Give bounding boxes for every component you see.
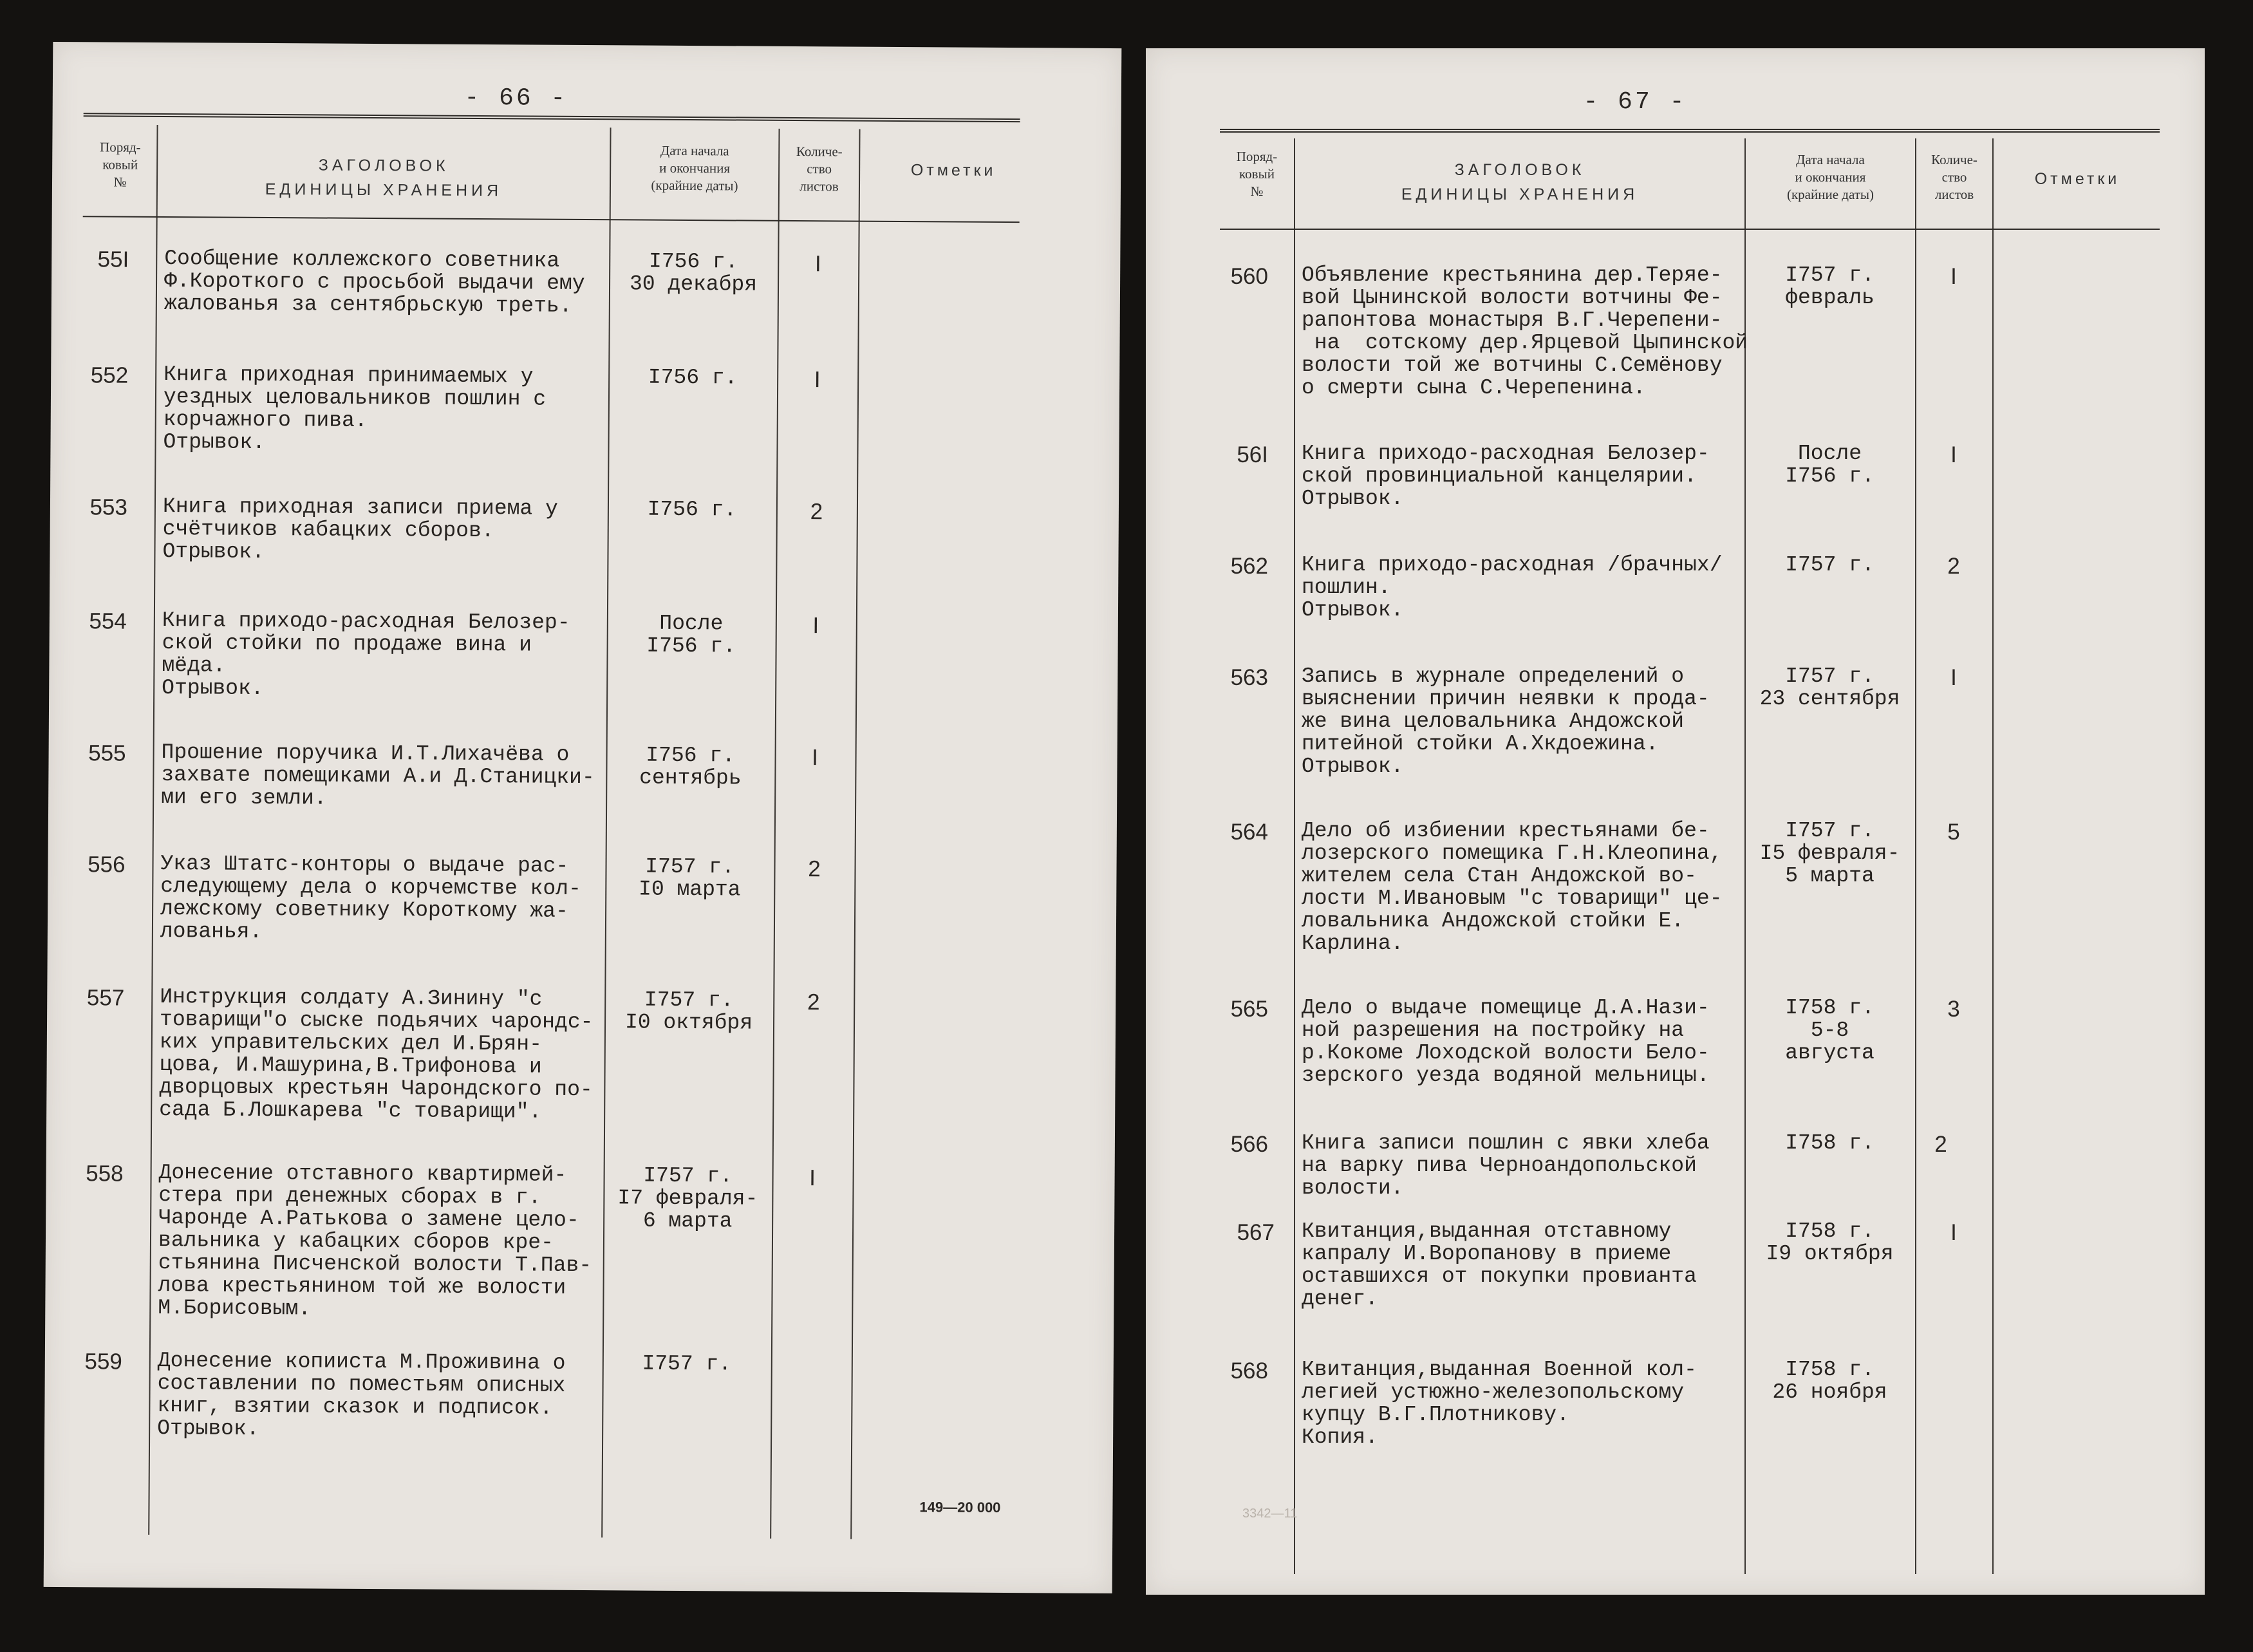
entry-dates: I756 г. 30 декабря: [629, 249, 758, 297]
column-divider: [770, 129, 780, 1539]
entry-title: Прошение поручика И.Т.Лихачёва о захвате помещиками А.и Д.Станицки- ми его земли.: [161, 740, 595, 811]
list-item: [49, 740, 1117, 811]
entry-dates: I757 г.: [642, 1351, 732, 1376]
entry-sheets: I: [1950, 1220, 1957, 1245]
entry-number: 558: [86, 1161, 124, 1187]
list-item: [50, 494, 1119, 564]
entry-title: Дело о выдаче помещице Д.А.Нази- ной разрешения на постройку на р.Кокоме Лоходской волости Бело- зерского уезда водяной мельницы.: [1302, 996, 1710, 1087]
header-title: ЗАГОЛОВОК ЕДИНИЦЫ ХРАНЕНИЯ: [265, 156, 503, 200]
entry-title: Книга приходо-расходная /брачных/ пошлин. Отрывок.: [1302, 553, 1723, 622]
entry-dates: I757 г. I7 февраля- 6 марта: [617, 1163, 758, 1234]
entry-dates: I757 г. февраль: [1785, 263, 1874, 310]
entry-title: Донесение копииста М.Проживина о составлении по поместьям описных книг, взятии сказок и подписок. Отрывок.: [157, 1348, 566, 1441]
entry-dates: I757 г. I0 октября: [624, 988, 753, 1035]
entry-dates: После I756 г.: [646, 611, 736, 659]
column-divider: [1915, 138, 1916, 1574]
entry-dates: I758 г. I9 октября: [1766, 1219, 1894, 1266]
entry-title: Дело об избиении крестьянами бе- лозерского помещика Г.Н.Клеопина, жителем села Стан Андожской во- лости М.Ивановым "с товарищи" це- ловальника Андожской стойки Е. Карлина.: [1302, 819, 1723, 955]
entry-dates: I757 г. I5 февраля- 5 марта: [1759, 819, 1900, 888]
entry-sheets: 5: [1947, 820, 1960, 845]
entry-dates: I758 г. 5-8 августа: [1785, 996, 1874, 1065]
entry-number: 554: [89, 608, 127, 634]
entry-dates: I757 г. I0 марта: [638, 854, 741, 902]
header-rule: [83, 216, 1020, 223]
entry-number: 563: [1230, 665, 1268, 690]
entry-number: 568: [1230, 1358, 1268, 1384]
entry-dates: После I756 г.: [1785, 442, 1874, 488]
header-dates: Дата начала и окончания (крайние даты): [651, 142, 738, 194]
column-divider: [601, 127, 611, 1537]
entry-dates: I756 г.: [647, 497, 737, 522]
print-mark: 149—20 000: [919, 1499, 1001, 1516]
entry-title: Инструкция солдату А.Зинину "с товарищи"о сыске подьячих чарондс- ких управительских дел И.Брян- цова, И.Машурина,В.Трифонова и дворцовых крестьян Чарондского по- сада Б.Лошкарева "с товарищи".: [159, 984, 594, 1124]
entry-sheets: I: [1950, 442, 1957, 467]
list-item: [48, 851, 1117, 944]
entry-dates: I757 г.: [1785, 553, 1874, 577]
entry-number: 557: [86, 985, 125, 1011]
entry-sheets: I: [1950, 665, 1957, 690]
entry-dates: I757 г. 23 сентября: [1759, 664, 1900, 711]
entry-number: 560: [1230, 264, 1268, 289]
entry-sheets: I: [812, 745, 819, 771]
header-sheets: Количе- ство листов: [796, 144, 843, 194]
entry-number: 55I: [97, 247, 129, 272]
entry-number: 562: [1230, 554, 1268, 579]
header-dates: Дата начала и окончания (крайние даты): [1786, 152, 1874, 202]
entry-sheets: I: [1950, 264, 1957, 289]
entry-title: Книга приходная записи приема у счётчиков кабацких сборов. Отрывок.: [162, 494, 558, 564]
entry-sheets: 2: [810, 499, 823, 525]
column-divider: [148, 125, 158, 1535]
entry-number: 553: [89, 494, 128, 520]
list-item: [50, 608, 1118, 700]
entry-dates: I756 г.: [648, 365, 738, 390]
entry-dates: I756 г. сентябрь: [639, 743, 742, 791]
entry-title: Квитанция,выданная отставному капралу И.Воропанову в приеме оставшихся от покупки провианта денег.: [1302, 1219, 1697, 1311]
entry-dates: I758 г.: [1785, 1131, 1874, 1155]
top-rule: [84, 113, 1020, 122]
entry-number: 564: [1230, 820, 1268, 845]
entry-number: 566: [1230, 1132, 1268, 1157]
list-item: [51, 247, 1120, 318]
entry-sheets: [771, 1353, 852, 1354]
top-rule: [1220, 129, 2160, 133]
entry-title: Книга приходо-расходная Белозер- ской стойки по продаже вина и мёда. Отрывок.: [162, 608, 570, 700]
header-marks: Отметки: [910, 161, 996, 180]
entry-dates: I758 г. 26 ноября: [1772, 1358, 1887, 1404]
entry-sheets: I: [814, 367, 821, 393]
entry-number: 565: [1230, 997, 1268, 1022]
page-number: - 67 -: [1583, 88, 1687, 116]
entry-number: 559: [84, 1349, 122, 1375]
entry-title: Книга приходная принимаемых у уездных целовальников пошлин с корчажного пива. Отрывок.: [163, 362, 547, 455]
entry-number: 556: [88, 852, 126, 878]
entry-title: Запись в журнале определений о выяснении причин неявки к прода- же вина целовальника Андожской питейной стойки А.Хкдоежина. Отрывок.: [1302, 664, 1710, 778]
header-no: Поряд- ковый №: [100, 139, 141, 190]
list-item: [47, 984, 1116, 1124]
entry-sheets: 2: [807, 990, 820, 1015]
entry-sheets: 2: [1947, 554, 1960, 579]
entry-sheets: I: [809, 1165, 816, 1191]
header-sheets: Количе- ство листов: [1931, 152, 1977, 202]
entry-sheets: I: [814, 251, 821, 277]
column-divider: [850, 129, 860, 1539]
header-rule: [1220, 229, 2160, 230]
entry-number: 56I: [1237, 442, 1268, 467]
list-item: [45, 1348, 1114, 1441]
entry-sheets: 2: [1934, 1132, 1947, 1157]
column-divider: [1992, 138, 1994, 1574]
entry-number: 567: [1237, 1220, 1275, 1245]
page-number: - 66 -: [464, 84, 568, 113]
left-page: [44, 42, 1122, 1593]
entry-title: Донесение отставного квартирмей- стера при денежных сборах в г. Чаронде А.Ратькова о замене цело- вальника у кабацких сборов кре- стьянина Писченской волости Т.Пав- лова крестьянином той же волости М.Борисовым.: [158, 1160, 592, 1321]
entry-sheets: I: [812, 613, 819, 639]
entry-title: Квитанция,выданная Военной кол- легией устюжно-железопольскому купцу В.Г.Плотникову. Копия.: [1302, 1358, 1697, 1449]
header-title: ЗАГОЛОВОК ЕДИНИЦЫ ХРАНЕНИЯ: [1401, 161, 1639, 203]
entry-sheets: 2: [808, 856, 821, 882]
column-divider: [1294, 138, 1295, 1574]
list-item: [46, 1160, 1115, 1321]
list-item: [51, 362, 1119, 455]
entry-title: Объявление крестьянина дер.Теряе- вой Цынинской волости вотчины Фе- рапонтова монастыря В.Г.Черепени- на сотскому дер.Ярцевой Цыпинской волости той же вотчины С.Семёнову о смерти сына С.Черепенина.: [1302, 263, 1748, 400]
entry-title: Сообщение коллежского советника Ф.Короткого с просьбой выдачи ему жалованья за сентябрьскую треть.: [164, 247, 585, 318]
entry-title: Книга записи пошлин с явки хлеба на варку пива Черноандопольской волости.: [1302, 1131, 1710, 1200]
entry-title: Книга приходо-расходная Белозер- ской провинциальной канцелярии. Отрывок.: [1302, 442, 1710, 511]
entry-title: Указ Штатс-конторы о выдаче рас- следующему дела о корчемстве кол- лежскому советнику Короткому жа- лованья.: [160, 851, 581, 944]
entry-number: 552: [90, 362, 129, 388]
right-page: [1146, 48, 2205, 1595]
faint-mark: 3342—11: [1242, 1507, 1298, 1521]
entry-sheets: 3: [1947, 997, 1960, 1022]
header-marks: Отметки: [2034, 170, 2120, 188]
entry-number: 555: [88, 740, 126, 766]
header-no: Поряд- ковый №: [1236, 149, 1278, 199]
